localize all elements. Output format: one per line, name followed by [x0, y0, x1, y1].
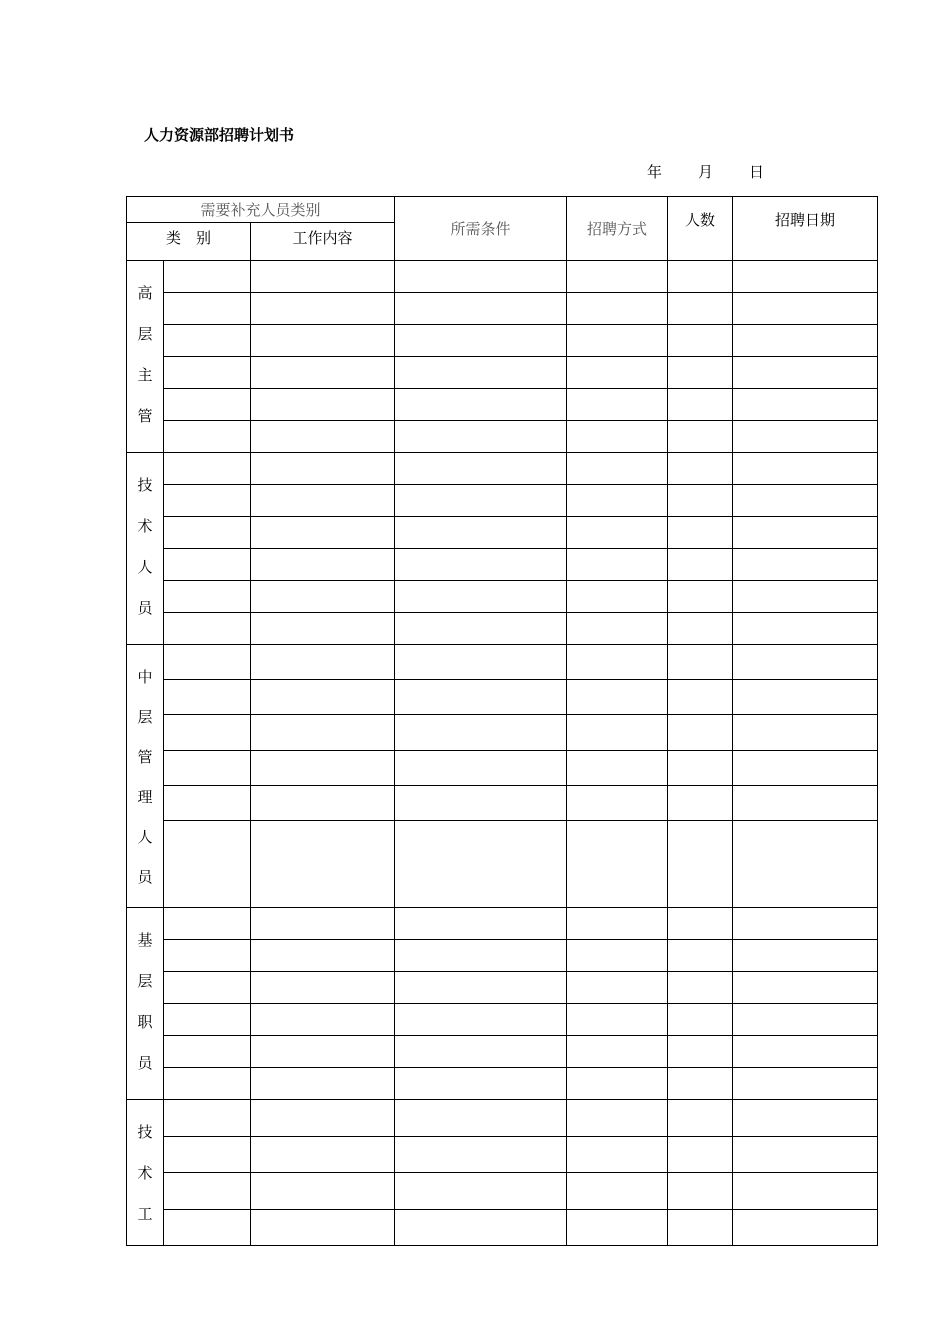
- section-label-char: 员: [137, 1054, 153, 1072]
- section-label-char: 员: [137, 599, 153, 617]
- section-label: [127, 261, 164, 453]
- requirements-cell[interactable]: [395, 293, 567, 325]
- table-row: [127, 389, 878, 421]
- method-cell[interactable]: [567, 1136, 668, 1173]
- section-label: [127, 645, 164, 908]
- method-cell[interactable]: [567, 1068, 668, 1100]
- category-cell[interactable]: [164, 645, 251, 680]
- job-content-cell[interactable]: [251, 1068, 395, 1100]
- headcount-cell[interactable]: [668, 645, 733, 680]
- job-content-cell[interactable]: [251, 293, 395, 325]
- headcount-cell[interactable]: [668, 785, 733, 820]
- method-cell[interactable]: [567, 485, 668, 517]
- requirements-cell[interactable]: [395, 549, 567, 581]
- headcount-cell[interactable]: [668, 1036, 733, 1068]
- method-cell[interactable]: [567, 581, 668, 613]
- job-content-cell[interactable]: [251, 1173, 395, 1210]
- method-cell[interactable]: [567, 715, 668, 750]
- category-cell[interactable]: [164, 972, 251, 1004]
- recruit-date-cell[interactable]: [733, 645, 878, 680]
- headcount-cell[interactable]: [668, 485, 733, 517]
- requirements-cell[interactable]: [395, 453, 567, 485]
- headcount-cell[interactable]: [668, 1136, 733, 1173]
- headcount-cell[interactable]: [668, 613, 733, 645]
- method-cell[interactable]: [567, 645, 668, 680]
- requirements-cell[interactable]: [395, 1173, 567, 1210]
- job-content-cell[interactable]: [251, 940, 395, 972]
- table-row: [127, 613, 878, 645]
- recruit-date-cell[interactable]: [733, 581, 878, 613]
- section-label-char: 管: [137, 407, 153, 425]
- category-cell[interactable]: [164, 785, 251, 820]
- category-cell[interactable]: [164, 1173, 251, 1210]
- table-row: [127, 1136, 878, 1173]
- category-cell[interactable]: [164, 1136, 251, 1173]
- header-group-label: 需要补充人员类别: [127, 197, 395, 223]
- recruit-date-cell[interactable]: [733, 517, 878, 549]
- recruit-date-cell[interactable]: [733, 389, 878, 421]
- headcount-cell[interactable]: [668, 1100, 733, 1137]
- category-cell[interactable]: [164, 613, 251, 645]
- job-content-cell[interactable]: [251, 613, 395, 645]
- section-label-char: 管: [137, 748, 153, 766]
- table-row: [127, 908, 878, 940]
- date-year-label: 年: [647, 163, 663, 181]
- header-category: 类 别: [127, 223, 251, 261]
- requirements-cell[interactable]: [395, 485, 567, 517]
- section-label: [127, 908, 164, 1100]
- table-row: [127, 421, 878, 453]
- section-label-char: 术: [137, 1164, 153, 1182]
- requirements-cell[interactable]: [395, 1136, 567, 1173]
- method-cell[interactable]: [567, 293, 668, 325]
- job-content-cell[interactable]: [251, 581, 395, 613]
- method-cell[interactable]: [567, 785, 668, 820]
- table-row: [127, 357, 878, 389]
- section-label-char: 技: [137, 476, 153, 494]
- method-cell[interactable]: [567, 680, 668, 715]
- category-cell[interactable]: [164, 389, 251, 421]
- recruit-date-cell[interactable]: [733, 325, 878, 357]
- table-row: [127, 549, 878, 581]
- method-cell[interactable]: [567, 357, 668, 389]
- method-cell[interactable]: [567, 1036, 668, 1068]
- headcount-cell[interactable]: [668, 517, 733, 549]
- requirements-cell[interactable]: [395, 325, 567, 357]
- recruit-date-cell[interactable]: [733, 485, 878, 517]
- header-requirements: 所需条件: [395, 197, 567, 261]
- requirements-cell[interactable]: [395, 261, 567, 293]
- section-label-char: 人: [137, 558, 153, 576]
- job-content-cell[interactable]: [251, 1209, 395, 1246]
- headcount-cell[interactable]: [668, 325, 733, 357]
- section-label-char: 理: [137, 788, 153, 806]
- header-headcount: 人数: [668, 197, 733, 261]
- headcount-cell[interactable]: [668, 261, 733, 293]
- category-cell[interactable]: [164, 1209, 251, 1246]
- header-job-content: 工作内容: [251, 223, 395, 261]
- category-cell[interactable]: [164, 1004, 251, 1036]
- section-label-char: 职: [137, 1013, 153, 1031]
- requirements-cell[interactable]: [395, 821, 567, 908]
- headcount-cell[interactable]: [668, 821, 733, 908]
- headcount-cell[interactable]: [668, 940, 733, 972]
- requirements-cell[interactable]: [395, 908, 567, 940]
- table-row: [127, 972, 878, 1004]
- requirements-cell[interactable]: [395, 715, 567, 750]
- section-label: [127, 453, 164, 645]
- headcount-cell[interactable]: [668, 1068, 733, 1100]
- job-content-cell[interactable]: [251, 325, 395, 357]
- category-cell[interactable]: [164, 1036, 251, 1068]
- section-label-char: 员: [137, 868, 153, 886]
- category-cell[interactable]: [164, 421, 251, 453]
- section-label-char: 术: [137, 517, 153, 535]
- recruit-date-cell[interactable]: [733, 1209, 878, 1246]
- recruit-date-cell[interactable]: [733, 453, 878, 485]
- category-cell[interactable]: [164, 485, 251, 517]
- category-cell[interactable]: [164, 680, 251, 715]
- table-row: [127, 785, 878, 820]
- job-content-cell[interactable]: [251, 357, 395, 389]
- section-label-char: 工: [137, 1205, 153, 1223]
- table-row: [127, 715, 878, 750]
- requirements-cell[interactable]: [395, 750, 567, 785]
- recruit-date-cell[interactable]: [733, 293, 878, 325]
- section-label-char: 高: [137, 284, 153, 302]
- table-row: [127, 261, 878, 293]
- recruit-date-cell[interactable]: [733, 1004, 878, 1036]
- requirements-cell[interactable]: [395, 645, 567, 680]
- requirements-cell[interactable]: [395, 357, 567, 389]
- section-label-char: 人: [137, 828, 153, 846]
- recruit-date-cell[interactable]: [733, 821, 878, 908]
- method-cell[interactable]: [567, 750, 668, 785]
- headcount-cell[interactable]: [668, 1004, 733, 1036]
- job-content-cell[interactable]: [251, 680, 395, 715]
- table-row: [127, 680, 878, 715]
- header-recruit-date: 招聘日期: [733, 197, 878, 261]
- category-cell[interactable]: [164, 940, 251, 972]
- requirements-cell[interactable]: [395, 421, 567, 453]
- table-row: [127, 325, 878, 357]
- category-cell[interactable]: [164, 453, 251, 485]
- headcount-cell[interactable]: [668, 680, 733, 715]
- header-method: 招聘方式: [567, 197, 668, 261]
- table-row: [127, 1004, 878, 1036]
- job-content-cell[interactable]: [251, 908, 395, 940]
- method-cell[interactable]: [567, 1100, 668, 1137]
- requirements-cell[interactable]: [395, 1004, 567, 1036]
- category-cell[interactable]: [164, 549, 251, 581]
- table-row: [127, 293, 878, 325]
- document-title: 人力资源部招聘计划书: [144, 126, 295, 144]
- category-cell[interactable]: [164, 1100, 251, 1137]
- requirements-cell[interactable]: [395, 972, 567, 1004]
- recruit-date-cell[interactable]: [733, 908, 878, 940]
- recruit-date-cell[interactable]: [733, 785, 878, 820]
- requirements-cell[interactable]: [395, 517, 567, 549]
- job-content-cell[interactable]: [251, 517, 395, 549]
- table-row: [127, 453, 878, 485]
- headcount-cell[interactable]: [668, 549, 733, 581]
- category-cell[interactable]: [164, 581, 251, 613]
- category-cell[interactable]: [164, 517, 251, 549]
- requirements-cell[interactable]: [395, 1100, 567, 1137]
- method-cell[interactable]: [567, 1173, 668, 1210]
- method-cell[interactable]: [567, 940, 668, 972]
- job-content-cell[interactable]: [251, 750, 395, 785]
- job-content-cell[interactable]: [251, 485, 395, 517]
- headcount-cell[interactable]: [668, 1209, 733, 1246]
- requirements-cell[interactable]: [395, 581, 567, 613]
- category-cell[interactable]: [164, 293, 251, 325]
- method-cell[interactable]: [567, 1004, 668, 1036]
- category-cell[interactable]: [164, 908, 251, 940]
- section-label-char: 层: [137, 972, 153, 990]
- headcount-cell[interactable]: [668, 715, 733, 750]
- method-cell[interactable]: [567, 972, 668, 1004]
- job-content-cell[interactable]: [251, 549, 395, 581]
- headcount-cell[interactable]: [668, 750, 733, 785]
- recruit-date-cell[interactable]: [733, 357, 878, 389]
- requirements-cell[interactable]: [395, 389, 567, 421]
- table-row: [127, 1100, 878, 1137]
- recruit-date-cell[interactable]: [733, 750, 878, 785]
- job-content-cell[interactable]: [251, 715, 395, 750]
- recruit-date-cell[interactable]: [733, 1136, 878, 1173]
- section-label-char: 层: [137, 708, 153, 726]
- section-label-char: 层: [137, 325, 153, 343]
- category-cell[interactable]: [164, 715, 251, 750]
- job-content-cell[interactable]: [251, 821, 395, 908]
- category-cell[interactable]: [164, 325, 251, 357]
- recruit-date-cell[interactable]: [733, 1068, 878, 1100]
- job-content-cell[interactable]: [251, 1036, 395, 1068]
- headcount-cell[interactable]: [668, 453, 733, 485]
- category-cell[interactable]: [164, 750, 251, 785]
- job-content-cell[interactable]: [251, 785, 395, 820]
- table-row: [127, 1209, 878, 1246]
- headcount-cell[interactable]: [668, 972, 733, 1004]
- section-label-char: 中: [137, 668, 153, 686]
- job-content-cell[interactable]: [251, 453, 395, 485]
- recruit-date-cell[interactable]: [733, 1036, 878, 1068]
- headcount-cell[interactable]: [668, 581, 733, 613]
- date-day-label: 日: [749, 163, 765, 181]
- method-cell[interactable]: [567, 261, 668, 293]
- table-row: [127, 940, 878, 972]
- method-cell[interactable]: [567, 453, 668, 485]
- table-row: [127, 517, 878, 549]
- recruit-date-cell[interactable]: [733, 549, 878, 581]
- job-content-cell[interactable]: [251, 1136, 395, 1173]
- headcount-cell[interactable]: [668, 421, 733, 453]
- date-month-label: 月: [698, 163, 714, 181]
- category-cell[interactable]: [164, 261, 251, 293]
- requirements-cell[interactable]: [395, 680, 567, 715]
- requirements-cell[interactable]: [395, 940, 567, 972]
- headcount-cell[interactable]: [668, 908, 733, 940]
- category-cell[interactable]: [164, 821, 251, 908]
- recruit-date-cell[interactable]: [733, 680, 878, 715]
- table-row: [127, 1068, 878, 1100]
- method-cell[interactable]: [567, 821, 668, 908]
- headcount-cell[interactable]: [668, 389, 733, 421]
- job-content-cell[interactable]: [251, 972, 395, 1004]
- method-cell[interactable]: [567, 613, 668, 645]
- job-content-cell[interactable]: [251, 1004, 395, 1036]
- method-cell[interactable]: [567, 421, 668, 453]
- job-content-cell[interactable]: [251, 261, 395, 293]
- section-label-char: 技: [137, 1123, 153, 1141]
- requirements-cell[interactable]: [395, 613, 567, 645]
- table-row: [127, 485, 878, 517]
- recruit-date-cell[interactable]: [733, 972, 878, 1004]
- recruit-date-cell[interactable]: [733, 613, 878, 645]
- method-cell[interactable]: [567, 389, 668, 421]
- job-content-cell[interactable]: [251, 421, 395, 453]
- job-content-cell[interactable]: [251, 389, 395, 421]
- section-label-char: 主: [137, 366, 153, 384]
- table-row: [127, 581, 878, 613]
- table-row: [127, 821, 878, 908]
- recruit-date-cell[interactable]: [733, 1100, 878, 1137]
- date-line: [647, 161, 769, 182]
- job-content-cell[interactable]: [251, 645, 395, 680]
- section-label-char: 基: [137, 931, 153, 949]
- recruit-date-cell[interactable]: [733, 421, 878, 453]
- requirements-cell[interactable]: [395, 1036, 567, 1068]
- section-label: [127, 1100, 164, 1246]
- recruit-date-cell[interactable]: [733, 940, 878, 972]
- method-cell[interactable]: [567, 1209, 668, 1246]
- method-cell[interactable]: [567, 517, 668, 549]
- requirements-cell[interactable]: [395, 1068, 567, 1100]
- table-row: [127, 645, 878, 680]
- category-cell[interactable]: [164, 357, 251, 389]
- category-cell[interactable]: [164, 1068, 251, 1100]
- table-row: [127, 1036, 878, 1068]
- headcount-cell[interactable]: [668, 1173, 733, 1210]
- job-content-cell[interactable]: [251, 1100, 395, 1137]
- method-cell[interactable]: [567, 549, 668, 581]
- requirements-cell[interactable]: [395, 1209, 567, 1246]
- requirements-cell[interactable]: [395, 785, 567, 820]
- recruitment-plan-table: [126, 196, 878, 1246]
- recruit-date-cell[interactable]: [733, 715, 878, 750]
- table-row: [127, 1173, 878, 1210]
- headcount-cell[interactable]: [668, 357, 733, 389]
- recruit-date-cell[interactable]: [733, 261, 878, 293]
- method-cell[interactable]: [567, 325, 668, 357]
- headcount-cell[interactable]: [668, 293, 733, 325]
- table-row: [127, 750, 878, 785]
- recruit-date-cell[interactable]: [733, 1173, 878, 1210]
- method-cell[interactable]: [567, 908, 668, 940]
